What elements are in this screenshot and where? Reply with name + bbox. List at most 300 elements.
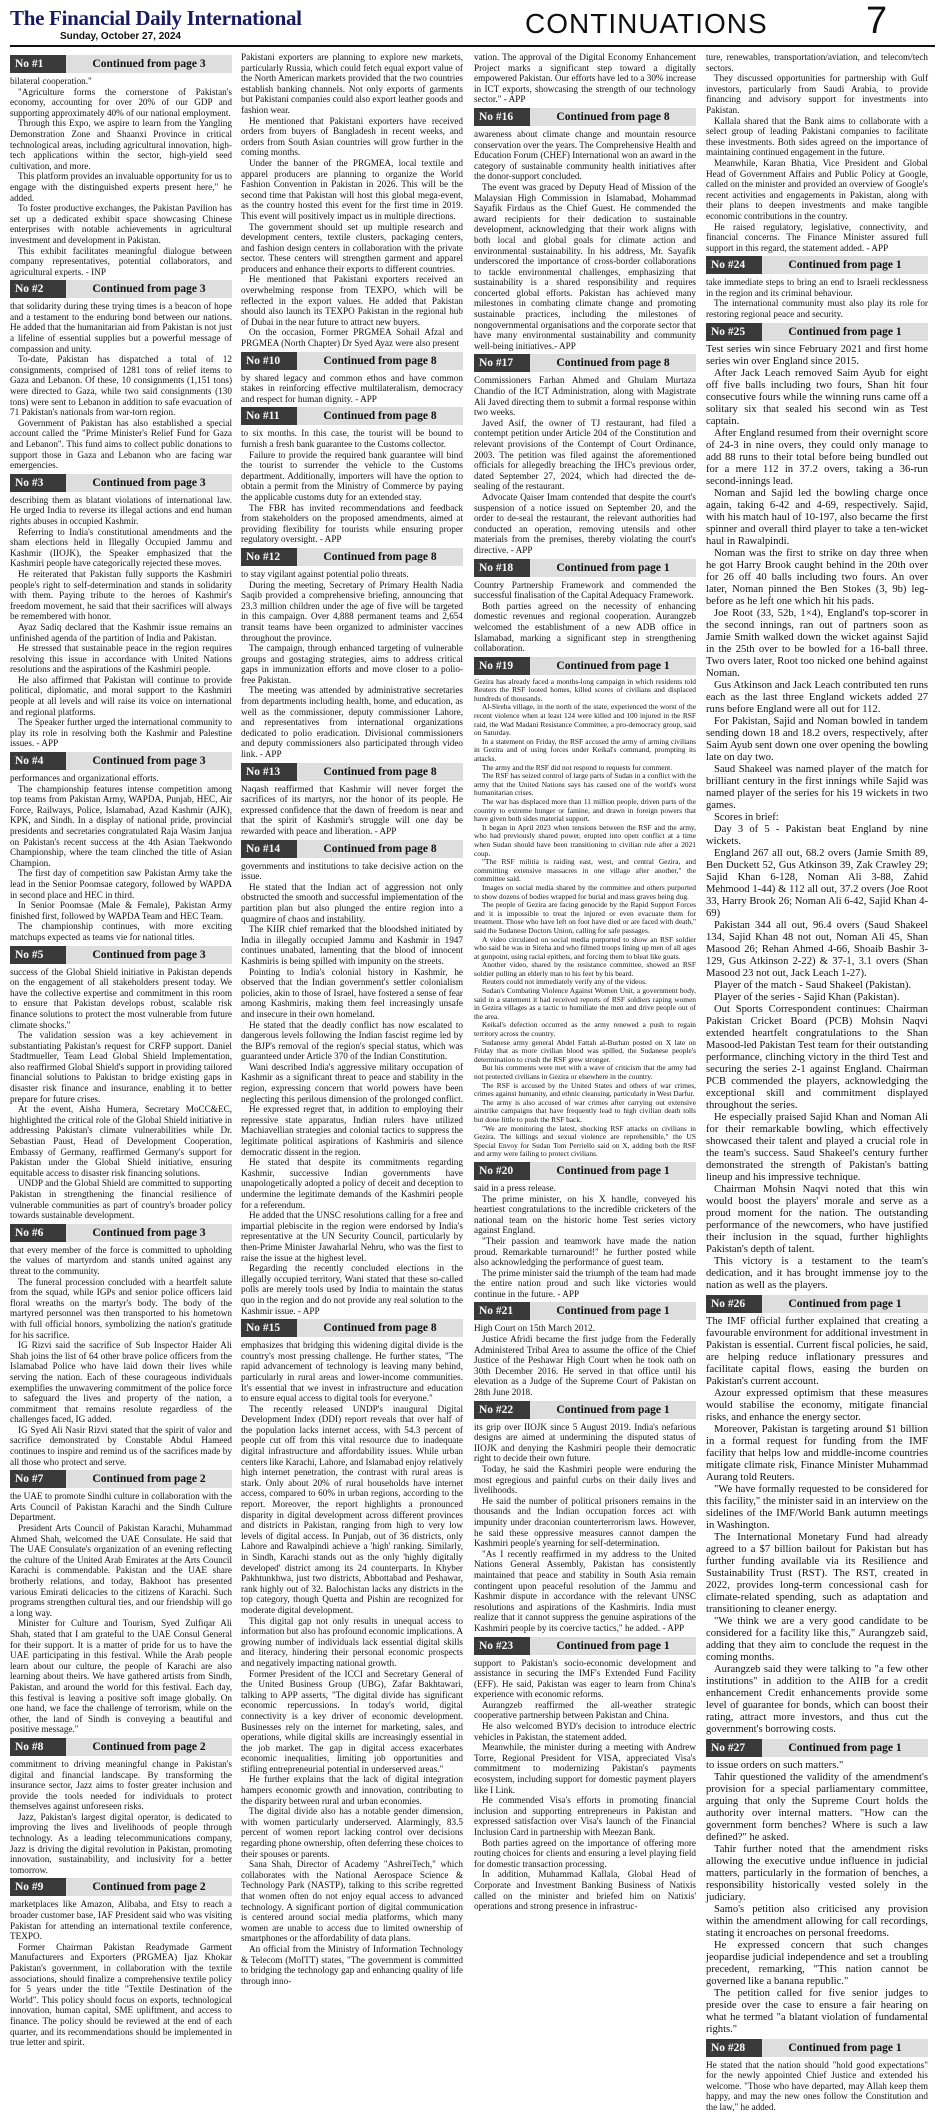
paragraph: take immediate steps to bring an end to Israeli recklessness in the region and its criminal behaviour. [706,277,928,298]
paragraph: "We are monitoring the latest, shocking RSF attacks on civilians in Gezira. The killings and sexual violence are reprehensible," the US Special Envoy for Sudan Tom Perriello said on X, adding both the RSF and army were failing to protect civilians. [474,1123,696,1159]
continuation-story [474,1162,696,1300]
section-title: CONTINUATIONS [525,8,768,39]
story-body [474,375,696,555]
paragraph: Referring to India's constitutional amendments and the sham elections held in Illegally Occupied Jammu and Kashmir (IIOJK), the Speaker emphasized that the Kashmiri people have categorically rejected these moves. [10,526,232,569]
column-continued-text [241,52,463,349]
story-header [241,763,463,781]
paragraph: success of the Global Shield initiative in Pakistan depends on the engagement of all stakeholders present today. We have the collective expertise and commitment in this room to ensure that Pakistan develops robust, scalable risk finance solutions to protect the most vulnerable from future climate shocks." [10,966,232,1030]
continuation-story [10,946,232,1221]
continued-from-label: Continued from page 2 [66,1738,232,1756]
paragraph: The campaign, through enhanced targeting of vulnerable groups and gostaging strategies, aims to address critical gaps in immunization efforts and move closer to a polio-free Pakistan. [241,643,463,685]
story-body [10,76,232,277]
paragraph: Both parties agreed on the necessity of enhancing domestic revenues and regional cooperation. Aurangzeb welcomed the establishment of a new ADB office in Islamabad, marking a significant step in strengthening collaboration. [474,600,696,654]
story-body [10,1491,232,1735]
paragraph: to issue orders on such matters." [706,1759,844,1771]
continued-from-label: Continued from page 8 [530,108,696,126]
column-2 [241,52,463,1986]
paragraph: IG Syed Ali Nasir Rizvi stated that the spirit of valor and sacrifice demonstrated by Constable Abdul Hameed continues to inspire and remind us of the sacrifices made by all those who protect and serve. [10,1424,232,1467]
paragraph: Samo's petition also criticised any provision within the amendment allowing for call recordings, stating it encroaches on personal freedoms. [706,1903,928,1939]
story-number: No #22 [474,1401,530,1419]
paragraph: After England resumed from their overnight score of 24-3 in nine overs, they could only manage to add 88 runs to their total before being bundled out for a mere 112 in 37.2 overs, taking a 36-run second-innings lead. [706,427,928,487]
continued-from-label: Continued from page 3 [66,1224,232,1242]
paragraph: He stated that the Indian act of aggression not only obstructed the smooth and successful implementation of the partition plan but also plunged the entire region into a quagmire of chaos and instability. [241,881,463,924]
paragraph: Country Partnership Framework and commended the successful finalisation of the Capital Adequacy Framework. [474,579,696,601]
story-number: No #19 [474,657,530,675]
continuation-story [241,1319,463,1986]
continued-from-label: Continued from page 3 [66,474,232,492]
paragraph: describing them as blatant violations of international law. He urged India to reverse its illegal actions and end human rights abuses in occupied Kashmir. [10,494,232,526]
paragraph: to stay vigilant against potential polio threats. [241,568,409,579]
paragraph: Tahir questioned the validity of the amendment's provision for a special parliamentary committee, arguing that only the Supreme Court holds the authority over internal matters. "How can the government form benches? Where is such a law defined?" he asked. [706,1771,928,1843]
continued-from-label: Continued from page 1 [530,559,696,577]
story-header [474,354,696,372]
continued-from-label: Continued from page 1 [762,1739,928,1757]
paragraph: Meanwhile, the minister during a meeting with Andrew Torre, Regional President for VISA, appreciated Visa's commitment to modernizing Pakistan's payments ecosystem, including support for domestic payment players like I Link. [474,1742,696,1795]
story-header [10,1738,232,1756]
column-continued-text [706,52,928,253]
paragraph: Kallala shared that the Bank aims to collaborate with a select group of leading Pakistani companies to facilitate these investments. Both sides agreed on the importance of maintaining continued engagement in the future. [706,115,928,158]
paragraph: Justice Afridi became the first judge from the Federally Administered Tribal Area to assume the office of the Chief Justice of the Peshawar High Court when he took oath on 30th December 2016. He served in that office until his elevation as a Judge of the Supreme Court of Pakistan on 28th June 2018. [474,1334,696,1398]
story-number: No #26 [706,1295,762,1313]
continuation-story [474,1302,696,1397]
paragraph: The Speaker further urged the international community to play its role in resolving both the Kashmir and Palestine issues. - APP [10,717,232,749]
story-body [241,784,463,837]
paragraph: Reuters could not immediately verify any of the videos. [482,977,647,987]
paragraph: The RSF is accused by the United States and others of war crimes, crimes against humanity, and ethnic cleansing, particularly in West Darfur. [474,1080,696,1099]
paragraph: Former Chairman Pakistan Readymade Garment Manufacturers and Exporters (PRGMEA) Ijaz Khokar Pakistan's government, in collaboration with the textile associations, should finalize a comprehensive textile policy for 5 years under the title "Textile Destination of the World". This policy should focus on exports, technological innovation, human capital, SME upliftment, and access to finance. The policy should be reviewed at the end of each quarter, and its recommendations should be implemented in true letter and spirit. [10,1941,232,2048]
paragraph: Aurangzeb reaffirmed the all-weather strategic cooperative partnership between Pakistan and China. [474,1699,696,1721]
paragraph: Gezira has already faced a months-long campaign in which residents told Reuters the RSF looted homes, killed scores of civilians and displaced hundreds of thousands. [474,676,696,703]
paragraph: Noman and Sajid led the bowling charge once again, taking 6-42 and 4-69, respectively. Sajid, with his match haul of 10-197, also became the first spinner and overall third player to take a ten-wicket haul in Rawalpindi. [706,487,928,547]
paragraph: that solidarity during these trying times is a beacon of hope and a testament to the enduring bond between our nations. He added that the humanitarian aid from Pakistan is not just a lifeline of essential supplies but a powerful message of compassion and unity. [10,301,232,354]
story-number: No #8 [10,1738,66,1756]
paragraph: The prime minister said the triumph of the team had made the entire nation proud and such like victories would continue in the future. - APP [474,1267,696,1299]
paragraph: support to Pakistan's socio-economic development and assistance in securing the IMF's Extended Fund Facility (EFF). He said, Pakistan was eager to learn from China's experience with economic reforms. [474,1657,696,1700]
story-body [474,1422,696,1634]
paragraph: Sudanese army general Abdel Fattah al-Burhan posted on X late on Friday that as more civilian blood was spilled, the Sudanese people's determination to crush the RSF grew stronger. [474,1037,696,1064]
paragraph: It began in April 2023 when tensions between the RSF and the army, who had previously shared power, erupted into open conflict at a time when Sudan should have been transitioning to civilian rule after a 2021 coup. [474,822,696,858]
story-header [241,1319,463,1337]
story-number: No #12 [241,548,297,566]
paragraph: Day 3 of 5 - Pakistan beat England by nine wickets. [706,823,928,847]
paragraph: This platform provides an invaluable opportunity for us to engage with the distinguished experts present here," he added. [10,171,232,203]
paragraph: He also welcomed BYD's decision to introduce electric vehicles in Pakistan, the statement added. [474,1721,696,1742]
paragraph: The International Monetary Fund had already agreed to a $7 billion bailout for Pakistan but has further funding available via its Resilience and Sustainability Trust (RST). The RST, created in 2022, provides long-term concessional cash for climate-related spending, such as adaptation and transitioning to cleaner energy. [706,1531,928,1615]
story-body [706,2060,928,2113]
continued-from-label: Continued from page 1 [530,1637,696,1655]
story-number: No #2 [10,280,66,298]
paragraph: The meeting was attended by administrative secretaries from departments including health, home, and education, as well as the commissioner, deputy commissioner Lahore, and representatives from international organizations dedicated to polio eradication. Divisional commissioners and deputy commissioners also participated through video link. - APP [241,685,463,760]
paragraph: Moreover, Pakistan is targeting around $1 billion in a formal request for funding from the IMF facility that helps low and middle-income countries mitigate climate risk, Finance Minister Muhammad Aurang told Reuters. [706,1423,928,1483]
story-number: No #17 [474,354,530,372]
paragraph: "We think we are a very good candidate to be considered for a facility like this," Aurangzeb said, adding that they aim to conclude the request in the coming months. [706,1615,928,1663]
paragraph: Commissioners Farhan Ahmed and Ghulam Murtaza Chandio of the ICT Administration, along with Magistrate Ali Javed directing them to submit a formal response within two weeks. [474,375,696,418]
story-header [706,1739,928,1757]
paragraph: Former President of the ICCI and Secretary General of the United Business Group (UBG), Zafar Bakhtawari, talking to APP asserts, "The digital divide has significant economic repercussions. In today's world, digital connectivity is a key driver of economic development. Businesses rely on the internet for marketing, sales, and operations, while digital skills are increasingly essential in the job market. The gap in digital access exacerbates economic inequalities, limiting job opportunities and stifling entrepreneurial potential in underserved areas." [241,1668,463,1774]
paragraph: Scores in brief: [714,811,779,823]
story-body [10,967,232,1221]
story-header [241,548,463,566]
story-number: No #18 [474,559,530,577]
paragraph: marketplaces like Amazon, Alibaba, and Etsy to reach a broader customer base, IAF President said who was visiting Pakistan for attending an international textile conference, TEXPO. [10,1899,232,1942]
story-number: No #13 [241,763,297,781]
paragraph: the UAE to promote Sindhi culture in collaboration with the Arts Council of Pakistan Karachi and the Sindh Culture Department. [10,1491,232,1523]
continued-from-label: Continued from page 8 [297,1319,463,1337]
paragraph: Regarding the recently concluded elections in the illegally occupied territory, Wani stated that these so-called polls are merely tools used by India to maintain the status quo in the region and do not provide any real solution to the Kashmir issue. - APP [241,1263,463,1316]
continuation-story [241,840,463,1317]
paragraph: He stressed that sustainable peace in the region requires resolving this issue in accordance with United Nations resolutions and the aspirations of the Kashmiri people. [10,643,232,675]
paragraph: The army is also accused of war crimes after carrying out extensive airstrike campaigns that have frequently lead to high civilian death tolls but done little to push the RSF back. [474,1097,696,1124]
story-number: No #23 [474,1637,530,1655]
story-body [474,580,696,654]
story-header [10,946,232,964]
story-body [241,373,463,405]
paragraph: England 267 all out, 68.2 overs (Jamie Smith 89, Ben Duckett 52, Gus Atkinson 39, Zak Crawley 29; Sajid Khan 6-128, Noman Ali 3-88, Zahid Mehmood 1-44) & 112 all out, 37.2 overs (Joe Root 33, Harry Brook 26; Noman Ali 6-42, Sajid Khan 4-69) [706,847,928,919]
continued-from-label: Continued from page 3 [66,280,232,298]
paragraph: The war has displaced more than 11 million people, driven parts of the country to extreme hunger or famine, and drawn in foreign powers that have given both sides material support. [474,797,696,824]
story-body [474,1658,696,1912]
story-header [474,1637,696,1655]
story-body [474,678,696,1159]
paragraph: He stated that despite its commitments regarding Kashmir, successive Indian governments have unapologetically adopted a policy of deceit and deception to undermine the legitimate demands of the Kashmiri people for a referendum. [241,1157,463,1210]
paragraph: The first day of competition saw Pakistan Army take the lead in the Senior Poomsae category, followed by WAPDA in second place and HEC in third. [10,868,232,900]
continued-from-label: Continued from page 3 [66,55,232,73]
continuation-story [474,657,696,1159]
continuation-story [10,474,232,749]
paragraph: They discussed opportunities for partnership with Gulf investors, particularly from Saudi Arabia, to provide financing and advisory support for investments into Pakistan. [706,73,928,115]
paragraph: Ayaz Sadiq declared that the Kashmir issue remains an unfinished agenda of the partition of India and Pakistan. [10,621,232,643]
continued-from-label: Continued from page 1 [762,256,928,274]
paragraph: In addition, Muhammad Kallala, Global Head of Corporate and Investment Banking Business of Natixis called on the minister and briefed him on Natixis' operations and strong presence in infrastruc- [474,1869,696,1912]
paragraph: He commended Visa's efforts in promoting financial inclusion and supporting entrepreneurs in Pakistan and expressed satisfaction over Visa's launch of the Financial Inclusion Card in partnership with Meezan Bank. [474,1795,696,1837]
column-1 [10,52,232,2048]
continuation-story [706,2039,928,2113]
paragraph: by shared legacy and common ethos and have common stakes in reinforcing effective multilateralism, democracy and respect for human dignity. - APP [241,372,463,404]
story-header [10,280,232,298]
story-body [706,277,928,319]
story-body [10,301,232,471]
paragraph: He especially praised Sajid Khan and Noman Ali for their remarkable bowling, which effectively showcased their talent and played a crucial role in the team's success. Saud Shakeel's century further demonstrated the strength of Pakistan's batting lineup and his impressive technique. [706,1111,928,1183]
continued-from-label: Continued from page 2 [66,1878,232,1896]
paragraph: The championship continues, with more exciting matchups expected as teams vie for national titles. [10,921,232,942]
continued-from-label: Continued from page 8 [297,548,463,566]
column-4 [706,52,928,2113]
paragraph: Player of the match - Saud Shakeel (Pakistan). [714,979,912,991]
paragraph: Advocate Qaiser Imam contended that despite the court's suspension of a notice issued on September 20, and the order to de-seal the restaurant, the relevant authorities had conducted an operation, removing utensils and other materials from the premises, thereby violating the court's directive. - APP [474,491,696,555]
story-header [474,657,696,675]
story-header [10,752,232,770]
story-header [706,1295,928,1313]
continuation-story [474,108,696,351]
paragraph: "The RSF militia is raiding east, west, and central Gezira, and committing extensive massacres in one village after another," the committee said. [474,857,696,884]
story-number: No #28 [706,2039,762,2057]
paragraph: During the meeting, Secretary of Primary Health Nadia Saqib provided a comprehensive briefing, announcing that 23.3 million children under the age of five will be targeted in this campaign. Over 4,888 permanent teams and 2,654 transit teams have been organized to administer vaccines throughout the province. [241,579,463,643]
paragraph: The KIIR chief remarked that the bloodshed initiated by India in illegally occupied Jammu and Kashmir in 1947 continues unabated, lamenting that the blood of innocent Kashmiris is being spilled with impunity on the streets. [241,924,463,966]
story-header [10,1224,232,1242]
paragraph: Images on social media shared by the committee and others purported to show dozens of bodies wrapped for burial and mass graves being dug. [474,882,696,901]
story-header [241,840,463,858]
story-body [241,428,463,545]
continuation-story [241,763,463,837]
paragraph: Naqash reaffirmed that Kashmir will never forget the sacrifices of its martyrs, nor the honor of its people. He expressed confidence that the dawn of freedom is near and that the spirit of Kashmir's struggle will one day be rewarded with peace and liberation. - APP [241,783,463,836]
paragraph: to six months. In this case, the tourist will be bound to furnish a fresh bank guarantee to the Customs collector. [241,428,463,449]
story-number: No #9 [10,1878,66,1896]
story-body [474,129,696,351]
story-body [10,773,232,943]
paragraph: He said the number of political prisoners remains in the thousands and the Indian occupation forces act with impunity under draconian counterterrorism laws. However, he said these oppressive measures cannot dampen the Kashmiri people's yearning for self-determination. [474,1495,696,1549]
continuation-story [10,752,232,943]
paragraph: "Agriculture forms the cornerstone of Pakistan's economy, accounting for over 20% of our GDP and supporting approximately 40% of our national employment. [10,86,232,118]
continued-from-label: Continued from page 1 [530,1302,696,1320]
paragraph: This digital gap not only results in unequal access to information but also has profound economic implications. A growing number of individuals lack essential digital skills and literacy, hindering their personal economic prospects and negatively impacting national growth. [241,1615,463,1668]
story-number: No #10 [241,352,297,370]
paragraph: Pointing to India's colonial history in Kashmir, he observed that the Indian government's settler colonialism policies, akin to those of Israel, have fostered a sense of fear among Kashmiris, making them feel increasingly unsafe and insecure in their own homeland. [241,966,463,1019]
continuation-story [10,1470,232,1735]
issue-date: Sunday, October 27, 2024 [60,31,181,42]
paragraph: He stated that the deadly conflict has now escalated to dangerous levels following the Indian fascist regime led by the BJP's removal of the region's special status, which was guaranteed under Article 370 of the Indian Constitution. [241,1019,463,1062]
paragraph: In a statement on Friday, the RSF accused the army of arming civilians in Gezira and of using forces under Keikal's command, prompting its attacks. [474,736,696,764]
paragraph: Minister for Culture and Tourism, Syed Zulfiqar Ali Shah, stated that I am grateful to the UAE Consul General for their support. It is a matter of pride for us to have the UAE participating in this festival. While the Arab people learn about our culture, the people of Karachi are also learning about theirs. We have gathered artists from Sindh, Pakistan, and around the world for this festival. Each day, this festival is leaving a positive soft image globally. On one hand, we face the challenge of terrorism, while on the other, the land of Sindh is conveying a beautiful and positive message." [10,1618,232,1735]
paragraph: President Arts Council of Pakistan Karachi, Muhammad Ahmed Shah, welcomed the UAE Consulate. He said that The UAE Consulate's organization of an evening reflecting the culture of the United Arab Emirates at the Arts Council Karachi is commendable. Pakistan and the UAE share brotherly relations, and today, Bakhoot has presented various Emirati delicacies to the citizens of Karachi. Such programs strengthen cultural ties, and our friendship will go a long way. [10,1523,232,1618]
continuation-story [241,548,463,760]
paragraph: On the occasion, Former PRGMEA Sohail Afzal and PRGMEA (North Chapter) Dr Syed Ayaz were also present [241,327,463,349]
paragraph: Government of Pakistan has also established a special account called the "Prime Minister's Relief Fund for Gaza and Lebanon". This fund aims to collect public donations to support those in Gaza and Lebanon who are facing war emergencies. [10,417,232,471]
story-number: No #4 [10,752,66,770]
continued-from-label: Continued from page 2 [66,1470,232,1488]
paragraph: "We have formally requested to be considered for this facility," the minister said in an interview on the sidelines of the IMF/World Bank autumn meetings in Washington. [706,1483,928,1531]
continued-from-label: Continued from page 8 [297,763,463,781]
continued-from-label: Continued from page 1 [530,1401,696,1419]
story-number: No #14 [241,840,297,858]
paragraph: its grip over IIOJK since 5 August 2019. India's nefarious designs are aimed at undermining the disputed status of IIOJK and denying the Kashmiri people their democratic right to decide their own future. [474,1421,696,1464]
story-body [241,861,463,1317]
continued-from-label: Continued from page 1 [530,1162,696,1180]
paragraph: The recently released UNDP's inaugural Digital Development Index (DDI) report reveals that over half of the population lacks internet access, with 54.3 percent of people cut off from this vital resource due to inadequate digital infrastructure and affordability issues. While urban centers like Karachi, Lahore, and Islamabad enjoy relatively high internet penetration, the contrast with rural areas is stark. Only about 20% of rural households have internet access, compared to 60% in urban regions, according to the report. Moreover, the report highlights a pronounced disparity in digital development across different provinces and districts in Pakistan, ranging from high to very low levels of digital access. In Punjab, out of 36 districts, only Lahore and Rawalpindi achieve a 'high' ranking. Similarly, in Sindh, Karachi stands out as the only 'highly digitally developed' district among its 24 counterparts. In Khyber Pakhtunkhwa, just two districts, Abbottabad and Peshawar, rank highly out of 32. Balochistan lacks any districts in the top category, though Quetta and Pishin are recognized for moderate digital development. [241,1403,463,1615]
paragraph: emphasizes that bridging this widening digital divide is the country's most pressing challenge. He further states, "The rapid advancement of technology is leaving many behind, particularly in rural areas and lower-income communities. It's essential that we invest in infrastructure and education to ensure equal access to digital tools for everyone." [241,1340,463,1404]
story-number: No #27 [706,1739,762,1757]
story-header [474,1162,696,1180]
paragraph: After Jack Leach removed Saim Ayub for eight off five balls including two fours, Shan hit four consecutive fours while the winning runs came off a solitary six that sealed his second win as Test captain. [706,367,928,427]
continued-from-label: Continued from page 1 [762,323,928,341]
continued-from-label: Continued from page 8 [297,840,463,858]
paragraph: bilateral cooperation." [10,76,92,86]
paragraph: He also affirmed that Pakistan will continue to provide political, diplomatic, and moral support to the Kashmiri people at all levels and will raise its voice on international and regional platforms. [10,674,232,717]
story-body [10,1899,232,2047]
page-number: 7 [866,0,888,42]
paragraph: awareness about climate change and mountain resource conservation over the years. The Comprehensive Health and Education Forum (CHEF) International won an award in the category of sustainable community health initiatives after the donor-support concluded. [474,128,696,182]
paragraph: The petition called for five senior judges to preside over the case to ensure a fair hearing on what he termed "a blatant violation of fundamental rights." [706,1987,928,2035]
story-body [706,1760,928,2036]
paragraph: Chairman Mohsin Naqvi noted that this win would boost the players' morale and serve as a proud moment for the nation. The outstanding performance of the newcomers, who have justified their inclusion in the squad, further highlights Pakistan's depth of talent. [706,1183,928,1255]
continuation-story [706,323,928,1292]
story-header [474,1401,696,1419]
continuation-story [241,352,463,405]
story-header [10,55,232,73]
continued-from-label: Continued from page 8 [297,352,463,370]
paragraph: He added that the UNSC resolutions calling for a free and impartial plebiscite in the region were endorsed by India's representative at the UN Security Council, particularly by then-Prime Minister Jawaharlal Nehru, who was the first to raise the issue at the highest level. [241,1210,463,1263]
paragraph: This exhibit facilitates meaningful dialogue between company representatives, potential collaborators, and agricultural experts. - INP [10,245,232,277]
paragraph: To foster productive exchanges, the Pakistan Pavilion has set up a dedicated exhibit space showcasing Chinese enterprises with notable achievements in agricultural investment and development in Pakistan. [10,203,232,245]
story-header [706,323,928,341]
story-number: No #20 [474,1162,530,1180]
paragraph: Through this Expo, we aspire to learn from the Yangling Demonstration Zone and Shaanxi Province in critical technological areas, including agricultural innovation, high-tech applications within the sector, high-yield seed cultivation, and more. [10,118,232,171]
paragraph: Under the banner of the PRGMEA, local textile and apparel producers are planning to organize the World Fashion Convention in Pakistan in 2026. This will be the second time that Pakistan will host this global mega-event, as the country hosted this event for the first time in 2019. This event will positively impact us in multiple directions. [241,157,463,221]
paragraph: In Senior Poomsae (Male & Female), Pakistan Army finished first, followed by WAPDA Team and HEC Team. [10,900,232,921]
story-header [10,1470,232,1488]
story-header [241,352,463,370]
paragraph: He mentioned that Pakistani exporters have received orders from buyers of Bangladesh in recent weeks, and orders from South Asian countries will grow further in the coming months. [241,115,463,158]
paragraph: A video circulated on social media purported to show an RSF soldier who said he was in Sireha and who filmed troops lining up men of all ages at gunpoint, using racial epithets, and forcing them to bleat like goats. [474,934,696,961]
paragraph: performances and organizational efforts. [10,773,159,784]
story-header [474,1302,696,1320]
continuation-story [474,354,696,555]
paragraph: The people of Gezira are facing genocide by the Rapid Support Forces and it is impossible to treat the injured or even evacuate them for treatment. Those who have left on foot have died or are faced with death," said the Sudanese Doctors Union, calling for safe passages. [474,900,696,935]
paragraph: Tahir further noted that the amendment risks allowing the executive undue influence in judicial matters, particularly in the formation of benches, a responsibility historically vested solely in the judiciary. [706,1843,928,1903]
paragraph: High Court on 15th March 2012. [474,1323,595,1334]
paragraph: The IMF official further explained that creating a favourable environment for additional investment in Pakistan is essential. Current fiscal policies, he said, are helping reduce inflationary pressures and facilitate capital flows, easing the burden on Pakistan's current account. [706,1315,928,1387]
paragraph: commitment to driving meaningful change in Pakistan's digital and financial landscape. By transforming the insurance sector, Jazz aims to foster greater inclusion and provide the tools needed for individuals to protect themselves against unforeseen risks. [10,1758,232,1812]
story-number: No #7 [10,1470,66,1488]
continuation-story [706,256,928,319]
paragraph: "As I recently reaffirmed in my address to the United Nations General Assembly, Pakistan has consistently maintained that peace and stability in South Asia remain contingent upon peaceful resolution of the Jammu and Kashmir dispute in accordance with the relevant UNSC resolutions and aspirations of the Kashmiris. India must realize that it cannot suppress the genuine aspirations of the Kashmiri people by its coercive tactics," he added. - APP [474,1548,696,1633]
paragraph: Keikal's defection occurred as the army renewed a push to regain territory across the country. [474,1020,696,1039]
story-body [474,1323,696,1397]
paragraph: Today, he said the Kashmiri people were enduring the most egregious and painful curbs on their daily lives and livelihoods. [474,1464,696,1496]
paragraph: Sudan's Combating Violence Against Women Unit, a government body, said in a statement it had received reports of RSF soldiers raping women in Gezira villages as a tactic to humiliate the men and drive people out of the area. [474,986,696,1021]
paragraph: The validation session was a key achievement in substantiating Pakistan's request for CRFP support. Daniel Stadtmueller, Team Lead Global Shield Implementation, also reaffirmed Global Shield's support in providing tailored financial solutions to Pakistan to bridge existing gaps in disaster risk finance and insurance, enabling it to better prepare for future crises. [10,1030,232,1104]
continued-from-label: Continued from page 3 [66,752,232,770]
continued-from-label: Continued from page 3 [66,946,232,964]
continued-from-label: Continued from page 8 [297,407,463,425]
story-body [10,1245,232,1467]
paragraph: Al-Sireha village, in the north of the state, experienced the worst of the recent violence when at least 124 were killed and 100 injured in the RSF raid, the Wad Madani Resistance Committee, a pro-democracy group, said on Saturday. [474,702,696,738]
paragraph: The prime minister, on his X handle, conveyed his heartiest congratulations to the incredible cricketers of the national team on the historic home Test series victory against England. [474,1193,696,1236]
continuation-story [10,1738,232,1876]
paragraph: He reiterated that Pakistan fully supports the Kashmiri people's right to self-determination and stands in solidarity with them. Paying tribute to the heroes of Kashmir's freedom movement, he said that their sacrifices will always be remembered with honor. [10,568,232,622]
story-header [10,474,232,492]
column-3 [474,52,696,1912]
story-header [706,256,928,274]
paragraph: But his comments were met with a wave of criticism that the army had not protected civilians in Gezira or elsewhere in the country. [474,1063,696,1081]
paragraph: The RSF has seized control of large parts of Sudan in a conflict with the army that the United Nations says has caused one of the world's worst humanitarian crises. [474,771,696,798]
paragraph: He expressed concern that such changes jeopardise judicial independence and set a troubling precedent, remarking, "This nation cannot be governed like a banana republic." [706,1939,928,1987]
newspaper-name: The Financial Daily International [10,6,302,30]
paragraph: Another video, shared by the resistance committee, showed an RSF soldier pulling an elderly man to his feet by his beard. [474,960,696,978]
story-header [706,2039,928,2057]
continuation-story [10,280,232,471]
continuation-story [10,1224,232,1467]
paragraph: Pakistani exporters are planning to explore new markets, particularly Russia, which could fetch equal export value of the North American markets provided that the two countries establish banking channels. Not only exports of garments but Pakistani companies could also export leather goods and fashion wear. [241,52,463,115]
continuation-story [474,1637,696,1912]
continued-from-label: Continued from page 1 [762,1295,928,1313]
story-number: No #6 [10,1224,66,1242]
story-number: No #15 [241,1319,297,1337]
story-body [706,344,928,1292]
paragraph: The digital divide also has a notable gender dimension, with women particularly underserved. Alarmingly, 83.5 percent of women report lacking control over decisions regarding phone ownership, often deferring these choices to their spouses or parents. [241,1806,463,1859]
paragraph: To-date, Pakistan has dispatched a total of 12 consignments, comprised of 1281 tons of relief items to Gaza and Lebanon. Of these, 10 consignments (1,151 tons) were directed to Gaza, while two said consignments (130 tons) were sent to Lebanon in addition to safe evacuation of 71 Pakistan's nationals from war-torn region. [10,354,232,418]
paragraph: Sana Shah, Director of Academy "AshreiTech," which collaborates with the National Aerospace Science & Technology Park (NASTP), talking to this scribe regretted that women often do not enjoy equal access to advanced technology. A significant portion of digital communication is centered around social media platforms, which many women are unable to access due to limited ownership of smartphones or the affordability of data plans. [241,1859,463,1944]
paragraph: Aurangzeb said they were talking to "a few other institutions" in addition to the AIIB for a credit enhancement Credit enhancements provide some level of guarantee for bonds, which can boost their rating, attract more investors, and thus cut the government's borrowing costs. [706,1663,928,1735]
story-number: No #24 [706,256,762,274]
paragraph: Saud Shakeel was named player of the match for brilliant century in the first innings while Sajid was named player of the series for his 19 wickets in two games. [706,763,928,811]
paragraph: Javed Asif, the owner of TJ restaurant, had filed a contempt petition under Article 204 of the Constitution and relevant provisions of the Contempt of Court Ordinance, 2003. The petition was filed against the aforementioned officials for allegedly breaching the IHC's previous order, dated September 27, 2024, which had directed the de-sealing of the restaurant. [474,417,696,492]
paragraph: The funeral procession concluded with a heartfelt salute from the squad, while IGPs and senior police officers laid floral wreaths on the martyr's body. The body of the martyred personnel was then transported to his hometown with full official honors, symbolizing the nation's gratitude for his sacrifice. [10,1276,232,1340]
story-number: No #21 [474,1302,530,1320]
paragraph: Wani described India's aggressive military occupation of Kashmir as a significant threat to peace and stability in the region, expressing concern that world powers have been neglecting this perilous dimension of the prolonged conflict. [241,1061,463,1104]
story-number: No #3 [10,474,66,492]
paragraph: The event was graced by Deputy Head of Mission of the Malaysian High Commission in Islamabad, Mohammad Sayafik Firdaus as the Chief Guest. He commended the award recipients for their dedication to sustainable development, acknowledging that their work aligns with both local and global goals for climate action and environmental sustainability. In his address, Mr. Sayafik underscored the importance of cross-border collaborations to tackle environmental challenges, emphasizing that sustainability is a shared responsibility and requires concerted global efforts. Pakistan has achieved many milestones in combating climate change and promoting sustainable practices, including the milestones of nongovernmental organisations and the corporate sector that have many environmental sustainability and community well-being initiatives.- APP [474,181,696,351]
paragraph: Azour expressed optimism that these measures would stabilise the economy, mitigate financial risks, and enhance the energy sector. [706,1387,928,1423]
paragraph: Joe Root (33, 52b, 1×4), England's top-scorer in the second innings, ran out of partners soon as Jamie Smith walked down the wicket against Sajid in the 25th over to be bowled for a 16-ball three. Two overs later, Root too nicked one behind against Noman. [706,607,928,679]
paragraph: Out Sports Correspondent continues: Chairman Pakistan Cricket Board (PCB) Mohsin Naqvi extended heartfelt congratulations to the Shan Masood-led Pakistan Test team for their outstanding performance, clinching victory in the third Test and securing the series 2-1 against England. Chairman PCB commended the players, acknowledging the exceptional skill and commitment displayed throughout the series. [706,1003,928,1111]
paragraph: Noman was the first to strike on day three when he got Harry Brook caught behind in the 20th over for 26 off 40 balls including two fours. An over later, Noman pinned the Ben Stokes (3, 9b) leg-before as he left one which hit his pads. [706,547,928,607]
paragraph: Jazz, Pakistan's largest digital operator, is dedicated to improving the lives and livelihoods of people through technology. As a leading telecommunications company, Jazz is driving the digital revolution in Pakistan, promoting innovation, sustainability, and inclusivity for a better tomorrow. [10,1811,232,1875]
continuation-story [474,1401,696,1634]
column-continued-text [474,52,696,105]
paragraph: that every member of the force is committed to upholding the values of martyrdom and stands united against any threat to the community. [10,1244,232,1276]
story-number: No #5 [10,946,66,964]
paragraph: An official from the Ministry of Information Technology & Telecom (MoITT) states, "The government is committed to bridging the technology gap and enhancing quality of life through inno- [241,1943,463,1986]
paragraph: ture, renewables, transportation/aviation, and telecom/tech sectors. [706,52,928,73]
story-body [241,569,463,760]
continued-from-label: Continued from page 1 [762,2039,928,2057]
masthead [0,0,945,45]
paragraph: The championship features intense competition among top teams from Pakistan Army, WAPDA, Punjab, HEC, Air Force, Railways, Police, Islamabad, Azad Kashmir (AJK), KPK, and Sindh. In a display of national pride, provincial presidents and secretaries congratulated Raja Wasim Janjua on Pakistan's recent success at the 4th Asian Taekwondo Championship, where the team clinched the title of Asian Champion. [10,783,232,868]
continuation-story [241,407,463,545]
paragraph: Both parties agreed on the importance of offering more routing choices for clients and ensuring a level playing field for domestic transaction processing. [474,1837,696,1869]
story-header [241,407,463,425]
masthead-rule [10,45,935,47]
story-body [10,495,232,749]
continuation-story [706,1739,928,2036]
continuation-story [10,1878,232,2047]
paragraph: He expressed regret that, in addition to employing their repressive state apparatus, Indian rulers have utilized Machiavellian strategies and colonial tactics to suppress the legitimate political aspirations of Kashmiris and silence democratic dissent in the region. [241,1104,463,1157]
paragraph: Gus Atkinson and Jack Leach contributed ten runs each as the last three England wickets added 27 runs before England were all out for 112. [706,679,928,715]
paragraph: For Pakistan, Sajid and Noman bowled in tandem sending down 18 and 18.2 overs, respectively, after Saim Ayub sent down one over opening the bowling late on day two. [706,715,928,763]
paragraph: The FBR has invited recommendations and feedback from stakeholders on the proposed amendments, aimed at providing flexibility for tourists while ensuring proper regulatory oversight. - APP [241,502,463,545]
paragraph: He raised regulatory, legislative, connectivity, and financial concerns. The Finance Minister assured full support in this regard, the statement added. - APP [706,221,928,253]
paragraph: The army and the RSF did not respond to requests for comment. [482,762,673,772]
continuation-story [474,559,696,654]
continuation-story [706,1295,928,1736]
story-header [474,108,696,126]
story-body [241,1340,463,1986]
paragraph: said in a press release. [474,1182,556,1193]
paragraph: IG Rizvi said the sacrifice of Sub Inspector Haider Ali Shah joins the list of 64 other brave police officers from the Islamabad Police who have laid down their lives while serving the nation. Each of these courageous individuals exemplifies the unwavering commitment of the police force to safeguard the lives and property of the nation, a commitment that remains resolute regardless of the challenges faced, IG added. [10,1340,232,1425]
paragraph: Test series win since February 2021 and first home series win over England since 2015. [706,343,928,367]
paragraph: governments and institutions to take decisive action on the issue. [241,860,463,882]
story-number: No #16 [474,108,530,126]
story-body [474,1183,696,1300]
paragraph: The government should set up multiple research and development centers, textile clusters, packaging centers, and fashion design centers in collaboration with the private sector. These centers will strengthen garment and apparel producers and enhance their exports to different countries. [241,221,463,274]
paragraph: He mentioned that Pakistani exporters received an overwhelming response from TEXPO, which will be reflected in the export values. He added that Pakistan should also launch its TEXPO Pakistan in the regional hub of Dubai in the near future to attract new buyers. [241,274,463,327]
story-header [10,1878,232,1896]
continuation-story [10,55,232,277]
story-header [474,559,696,577]
paragraph: At the event, Aisha Humera, Secretary MoCC&EC, highlighted the critical role of the Global Shield initiative in addressing Pakistan's climate vulnerabilities while Dr. Sebastian Paust, Head of Development Cooperation, Embassy of Germany, reaffirmed Germany's support for Pakistan under the Global Shield initiative, ensuring equitable access to disaster risk financing solutions. [10,1104,232,1178]
paragraph: The international community must also play its role for restoring regional peace and security. [706,298,928,320]
paragraph: Meanwhile, Karan Bhatia, Vice President and Global Head of Government Affairs and Public Policy at Google, called on the minister and provided an overview of Google's recent activities and engagements in Pakistan, along with their plans to deepen investments and make tangible economic contributions in the country. [706,157,928,221]
paragraph: Failure to provide the required bank guarantee will bind the tourist to surrender the vehicle to the Customs department. Additionally, importers will have the option to obtain a permit from the Ministry of Commerce by paying the applicable customs duty for an extended stay. [241,449,463,502]
paragraph: He further explains that the lack of digital integration hampers economic growth and innovation, contributing to the disparity between rural and urban economies. [241,1774,463,1806]
paragraph: Pakistan 344 all out, 96.4 overs (Saud Shakeel 134, Sajid Khan 48 not out, Noman Ali 45, Shan Masood 26; Rehan Ahmed 4-66, Shoaib Bashir 3-129, Gus Atkinson 2-22) & 37-1, 3.1 overs (Shan Masood 23 not out, Jack Leach 1-27). [706,919,928,979]
paragraph: vation. The approval of the Digital Economy Enhancement Project marks a significant step toward a digitally empowered Pakistan. Our efforts have led to a 30% increase in ICT exports, showcasing the strength of our technology sector." - APP [474,52,696,105]
story-body [10,1759,232,1876]
continued-from-label: Continued from page 8 [530,354,696,372]
paragraph: UNDP and the Global Shield are committed to supporting Pakistan in strengthening the financial resilience of vulnerable communities as part of country's broader policy towards sustainable development. [10,1178,232,1221]
story-number: No #1 [10,55,66,73]
paragraph: "Their passion and teamwork have made the nation proud. Remarkable turnaround!" he further posted while also acknowledging the performance of guest team. [474,1235,696,1268]
